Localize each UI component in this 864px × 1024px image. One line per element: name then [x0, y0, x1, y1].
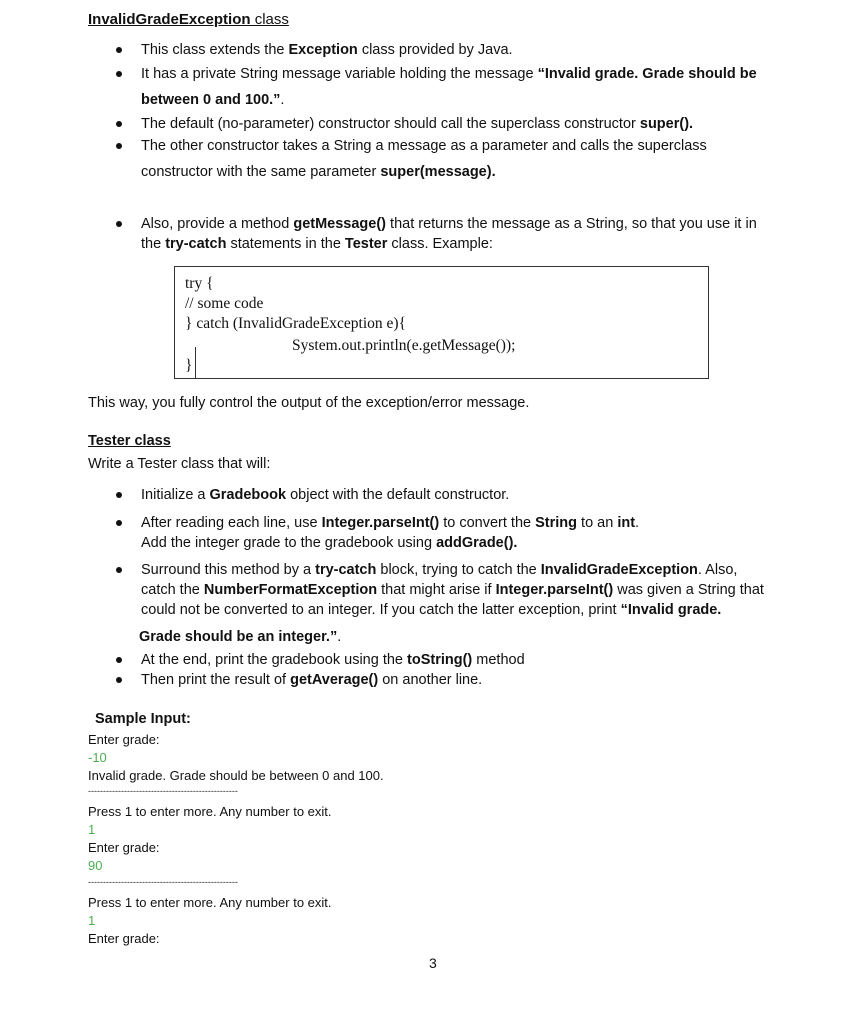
sample-line: Enter grade: [88, 840, 160, 855]
sample-line: Press 1 to enter more. Any number to exit. [88, 895, 332, 910]
bullet-icon [116, 567, 122, 573]
section-title-invalid-grade-exception: InvalidGradeException class [88, 11, 289, 28]
bullet-icon [116, 520, 122, 526]
page-number: 3 [429, 955, 437, 971]
sample-line: Invalid grade. Grade should be between 0 and 100. [88, 768, 384, 783]
sample-line: Enter grade: [88, 931, 160, 946]
section-title-tester-class: Tester class [88, 433, 171, 449]
sample-input-title: Sample Input: [95, 711, 191, 727]
bullet-icon [116, 492, 122, 498]
code-line: System.out.println(e.getMessage()); [292, 337, 516, 354]
bullet-text-cont: between 0 and 100.”. [141, 92, 285, 108]
bullet-icon [116, 143, 122, 149]
sample-user-input: -10 [88, 750, 107, 765]
sample-separator: -------------------------------------------------- [88, 877, 238, 887]
closing-text: This way, you fully control the output of the exception/error message. [88, 395, 530, 411]
sample-separator: -------------------------------------------------- [88, 786, 238, 796]
code-line: } [185, 357, 193, 374]
bullet-text-cont: the try-catch statements in the Tester class. Example: [141, 236, 493, 252]
bullet-text-cont: constructor with the same parameter super(message). [141, 164, 496, 180]
sample-user-input: 1 [88, 822, 96, 837]
bullet-icon [116, 47, 122, 53]
code-line: // some code [185, 295, 264, 312]
bullet-text: Surround this method by a try-catch block, trying to catch the InvalidGradeException. Also, [141, 562, 738, 578]
bullet-text-cont: could not be converted to an integer. If you catch the latter exception, print “Invalid grade. [141, 602, 722, 618]
bullet-text: The other constructor takes a String a message as a parameter and calls the superclass [141, 138, 707, 154]
bullet-text: At the end, print the gradebook using the toString() method [141, 652, 525, 668]
code-example-box [174, 266, 709, 379]
bullet-icon [116, 677, 122, 683]
bullet-icon [116, 121, 122, 127]
code-line: } catch (InvalidGradeException e){ [185, 315, 407, 332]
sample-user-input: 1 [88, 913, 96, 928]
bullet-text: Also, provide a method getMessage() that returns the message as a String, so that you use it in [141, 216, 757, 232]
bullet-icon [116, 71, 122, 77]
sample-user-input: 90 [88, 858, 103, 873]
bullet-text: This class extends the Exception class provided by Java. [141, 42, 513, 58]
bullet-text: After reading each line, use Integer.parseInt() to convert the String to an int. [141, 515, 640, 531]
bullet-text: Initialize a Gradebook object with the default constructor. [141, 487, 510, 503]
bullet-text-cont: catch the NumberFormatException that might arise if Integer.parseInt() was given a String that [141, 582, 764, 598]
tester-intro: Write a Tester class that will: [88, 456, 271, 472]
bullet-text: Then print the result of getAverage() on another line. [141, 672, 483, 688]
sample-line: Enter grade: [88, 732, 160, 747]
bullet-text-cont: Grade should be an integer.”. [139, 629, 342, 645]
bullet-text: It has a private String message variable holding the message “Invalid grade. Grade should be [141, 66, 757, 82]
code-line: try { [185, 275, 214, 292]
bullet-icon [116, 657, 122, 663]
bullet-icon [116, 221, 122, 227]
bullet-text: The default (no-parameter) constructor should call the superclass constructor super(). [141, 116, 694, 132]
bullet-text-cont: Add the integer grade to the gradebook using addGrade(). [141, 535, 518, 551]
sample-line: Press 1 to enter more. Any number to exit. [88, 804, 332, 819]
